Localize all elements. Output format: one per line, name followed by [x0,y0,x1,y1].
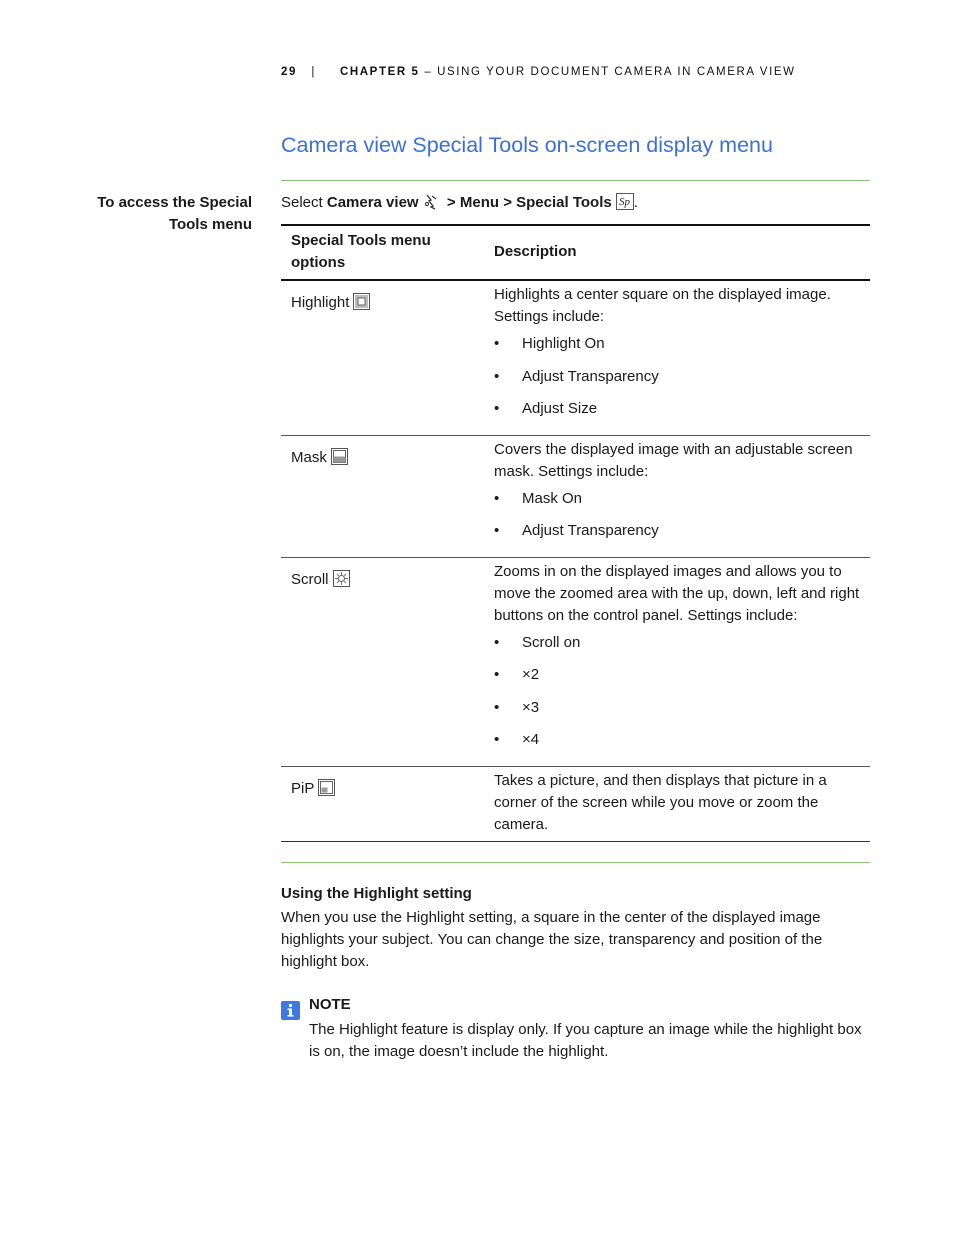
table-row [281,280,870,435]
settings-list [494,632,860,752]
description-text: Covers the displayed image with an adjustable screen mask. Settings include: [494,440,853,480]
special-tools-icon [616,193,634,217]
option-cell [281,435,484,557]
option-pip [291,778,335,803]
option-mask [291,447,348,472]
camera-view-label: Camera view [326,194,419,211]
access-instruction [281,192,638,217]
mask-icon [331,448,348,472]
settings-list [494,488,860,543]
note-text: The Highlight feature is display only. If you capture an image while the highlight box is on, the image doesn’t include the highlight. [309,1021,862,1060]
description-cell [484,280,870,435]
option-label: PiP [291,779,315,797]
page-number: 29 [281,66,297,78]
table-row [281,766,870,841]
note-title: NOTE [309,996,351,1013]
menu-path: > Menu > Special Tools [442,194,612,211]
table-header-row [281,225,870,280]
chapter-title: – USING YOUR DOCUMENT CAMERA IN CAMERA VIEW [419,66,796,78]
description-cell [484,435,870,557]
section-divider-bottom [281,862,870,863]
page-header [281,66,796,78]
header-separator: | [311,66,316,78]
list-item: • ×3 [494,697,860,719]
highlight-section-heading: Using the Highlight setting [281,885,472,902]
list-item: • Adjust Size [494,398,860,420]
option-cell [281,280,484,435]
page-title: Camera view Special Tools on-screen display menu [281,133,773,157]
option-label: Mask [291,448,327,466]
list-item: • Mask On [494,488,860,510]
highlight-section-body: When you use the Highlight setting, a square in the center of the displayed image highlights your subject. You can change the size, transparency and position of the highlight box. [281,909,823,970]
table-row [281,435,870,557]
column-header-options: Special Tools menu options [281,225,484,280]
list-item: • Highlight On [494,333,860,355]
pip-icon [318,779,335,803]
table-row [281,557,870,766]
description-text: Highlights a center square on the displayed image. Settings include: [494,286,831,325]
option-label: Scroll [291,570,329,588]
access-suffix: . [633,194,638,211]
settings-list [494,333,860,420]
list-item: • ×2 [494,664,860,686]
list-item: • Adjust Transparency [494,520,860,542]
highlight-icon [353,293,370,317]
description-text: Zooms in on the displayed images and allows you to move the zoomed area with the up, down, left and right buttons on the control panel. Settings include: [494,562,860,624]
chapter-label: CHAPTER 5 [339,66,420,78]
description-cell [484,557,870,766]
access-prefix: Select [281,194,327,211]
access-label: To access the Special Tools menu [97,194,252,233]
column-header-description: Description [484,225,870,280]
svg-text:Sp: Sp [618,196,630,208]
special-tools-table [281,224,870,842]
camera-view-icon [423,193,439,217]
scroll-icon [333,570,350,594]
list-item: • ×4 [494,729,860,751]
description-cell [484,766,870,841]
list-item: • Scroll on [494,632,860,654]
option-highlight [291,292,370,317]
list-item: • Adjust Transparency [494,366,860,388]
option-cell [281,766,484,841]
option-cell [281,557,484,766]
description-text: Takes a picture, and then displays that picture in a corner of the screen while you move or zoom the camera. [494,771,827,833]
info-icon [281,1001,300,1020]
section-divider-top [281,180,870,181]
option-label: Highlight [291,294,350,311]
option-scroll [291,569,350,594]
